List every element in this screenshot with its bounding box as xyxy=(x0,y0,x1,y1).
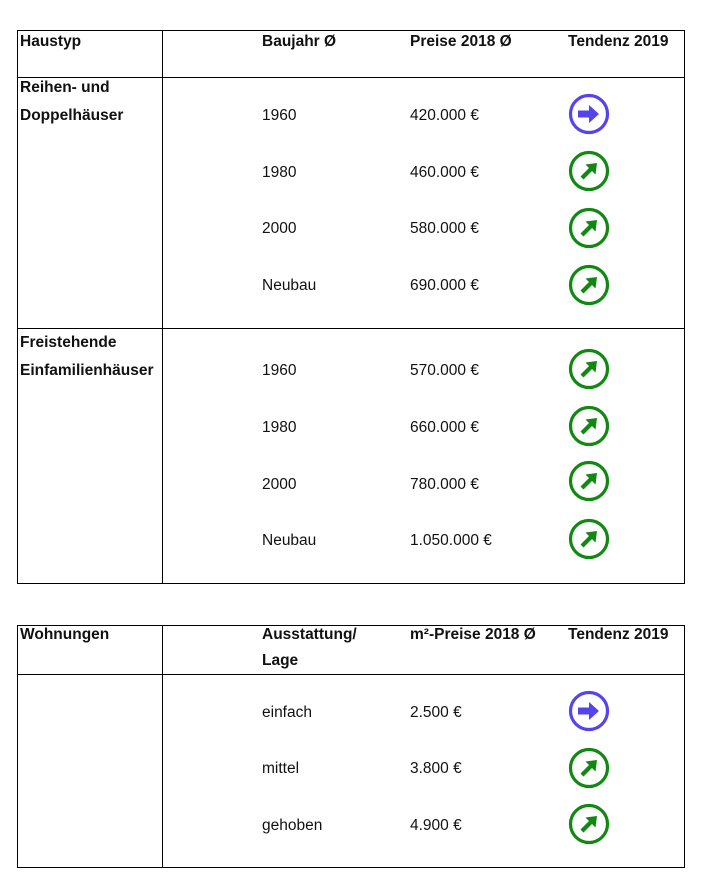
header-tendenz: Tendenz 2019 xyxy=(568,33,669,50)
price-cell: 3.800 € xyxy=(410,760,462,777)
arrow-up-right-circle-icon xyxy=(568,803,610,845)
header-preise: Preise 2018 Ø xyxy=(410,33,512,50)
price-cell: 690.000 € xyxy=(410,277,479,294)
header-m2-preise: m²-Preise 2018 Ø xyxy=(410,626,536,643)
year-cell: 1980 xyxy=(262,164,297,181)
header-ausstattung: Ausstattung/ xyxy=(262,626,357,643)
header-tendenz: Tendenz 2019 xyxy=(568,626,669,643)
year-cell: Neubau xyxy=(262,532,317,549)
arrow-up-right-circle-icon xyxy=(568,264,610,306)
header-ausstattung: Lage xyxy=(262,652,299,669)
header-wohnungen: Wohnungen xyxy=(20,626,110,643)
arrow-right-circle-icon xyxy=(568,690,610,732)
house-type-label: Freistehende xyxy=(20,334,117,351)
price-cell: 580.000 € xyxy=(410,220,479,237)
price-cell: 780.000 € xyxy=(410,476,479,493)
year-cell: Neubau xyxy=(262,277,317,294)
header-haustyp: Haustyp xyxy=(20,33,82,50)
arrow-up-right-circle-icon xyxy=(568,405,610,447)
price-cell: 2.500 € xyxy=(410,704,462,721)
arrow-up-right-circle-icon xyxy=(568,207,610,249)
group-divider xyxy=(18,328,684,329)
year-cell: 1960 xyxy=(262,362,297,379)
header-divider xyxy=(18,77,684,78)
arrow-up-right-circle-icon xyxy=(568,518,610,560)
year-cell: 1980 xyxy=(262,419,297,436)
header-baujahr: Baujahr Ø xyxy=(262,33,337,50)
arrow-up-right-circle-icon xyxy=(568,460,610,502)
price-cell: 1.050.000 € xyxy=(410,532,492,549)
arrow-right-circle-icon xyxy=(568,93,610,135)
house-type-label: Doppelhäuser xyxy=(20,107,124,124)
house-type-label: Einfamilienhäuser xyxy=(20,362,154,379)
year-cell: 1960 xyxy=(262,107,297,124)
arrow-up-right-circle-icon xyxy=(568,348,610,390)
quality-cell: mittel xyxy=(262,760,300,777)
arrow-up-right-circle-icon xyxy=(568,747,610,789)
header-divider xyxy=(18,674,684,675)
price-cell: 660.000 € xyxy=(410,419,479,436)
price-cell: 460.000 € xyxy=(410,164,479,181)
price-cell: 4.900 € xyxy=(410,817,462,834)
column-divider xyxy=(162,31,163,583)
price-cell: 420.000 € xyxy=(410,107,479,124)
year-cell: 2000 xyxy=(262,220,297,237)
price-cell: 570.000 € xyxy=(410,362,479,379)
arrow-up-right-circle-icon xyxy=(568,150,610,192)
column-divider xyxy=(162,626,163,867)
quality-cell: gehoben xyxy=(262,817,323,834)
house-type-label: Reihen- und xyxy=(20,79,110,96)
year-cell: 2000 xyxy=(262,476,297,493)
quality-cell: einfach xyxy=(262,704,312,721)
